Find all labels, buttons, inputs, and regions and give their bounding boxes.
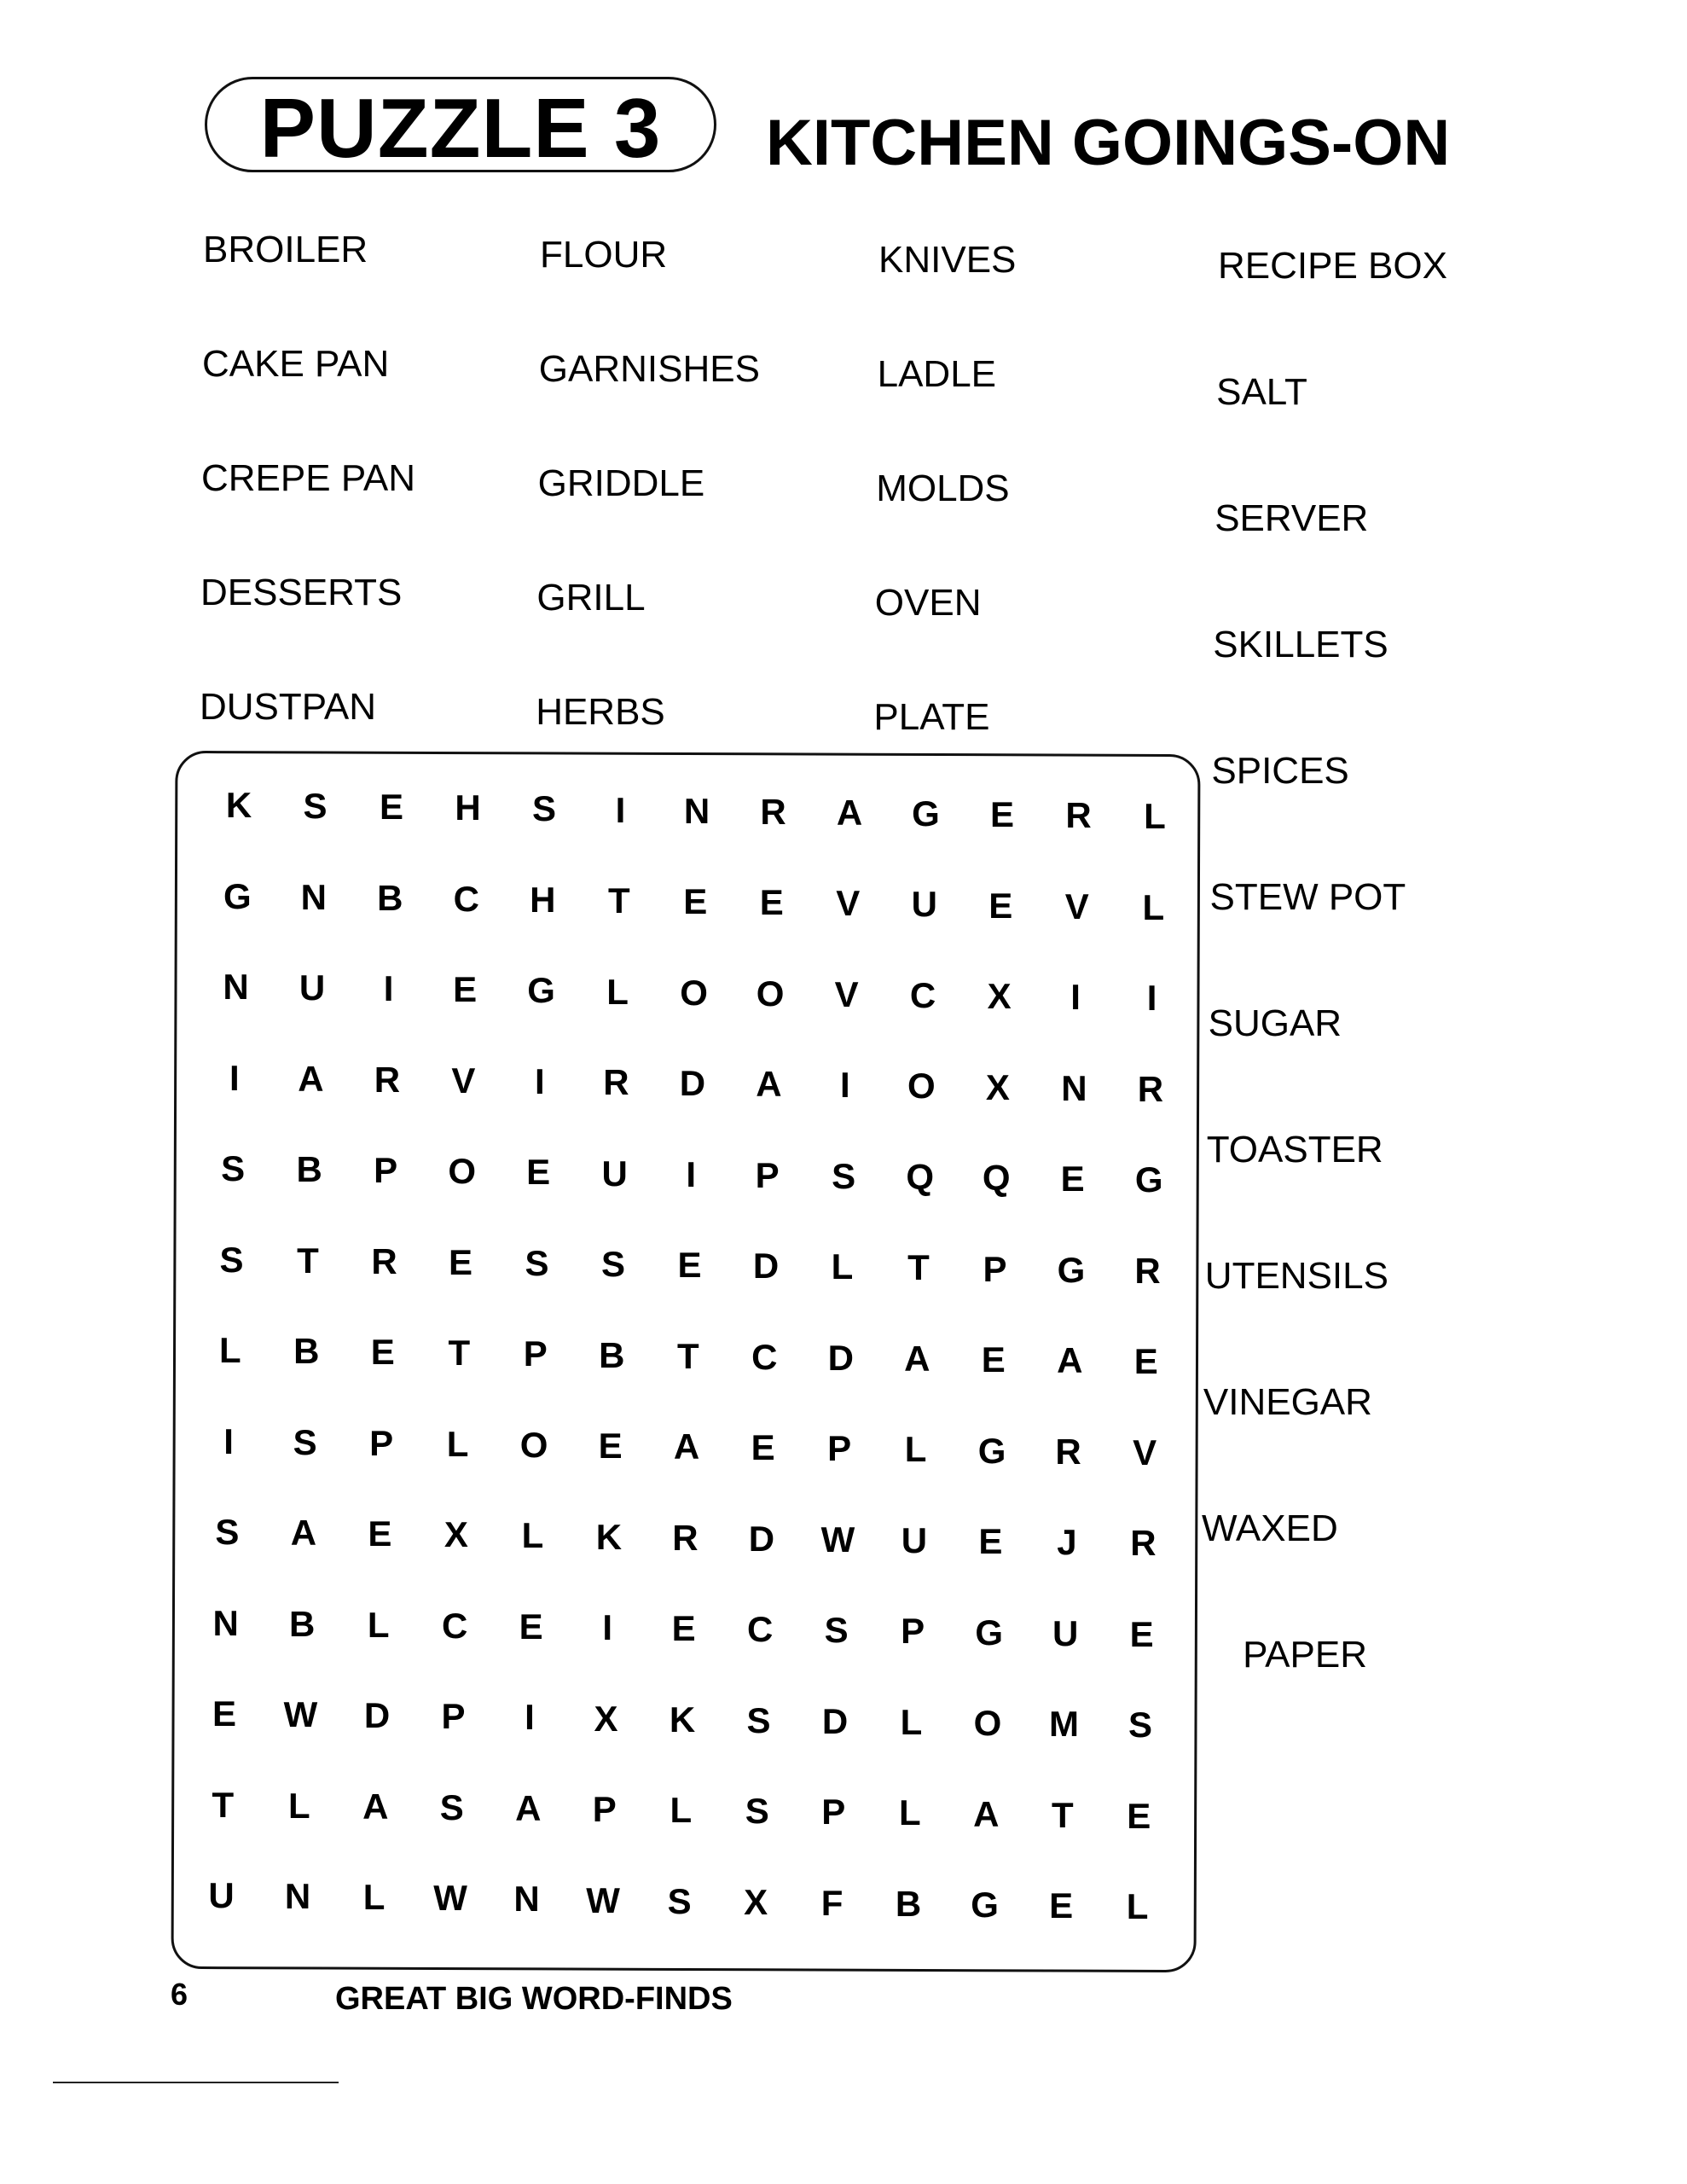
grid-letter: N (300, 876, 327, 917)
grid-letter: G (223, 875, 252, 916)
grid-letter: C (453, 878, 479, 919)
grid-letter: I (1070, 977, 1081, 1018)
grid-letter: P (827, 1428, 852, 1469)
grid-letter: E (1060, 1159, 1085, 1199)
grid-letter: E (370, 1332, 395, 1373)
grid-letter: X (594, 1698, 618, 1739)
grid-letter: R (760, 791, 786, 832)
grid-letter: S (293, 1421, 317, 1462)
grid-letter: A (1057, 1340, 1083, 1381)
grid-letter: V (834, 973, 859, 1014)
word-list-item: SPICES (1211, 750, 1349, 792)
grid-letter: D (363, 1695, 391, 1736)
word-list-item: PLATE (873, 696, 990, 738)
grid-letter: K (669, 1699, 696, 1740)
page-number: 6 (171, 1977, 188, 2012)
word-list-item: GRILL (536, 577, 646, 619)
grid-letter: U (1052, 1612, 1079, 1653)
puzzle-label: PUZZLE 3 (259, 81, 662, 175)
grid-letter: G (1057, 1249, 1086, 1290)
grid-letter: T (1051, 1794, 1074, 1835)
word-list-item: KNIVES (878, 239, 1017, 281)
grid-letter: U (208, 1875, 235, 1915)
word-list-item: SERVER (1215, 497, 1369, 539)
grid-letter: W (433, 1878, 467, 1919)
grid-letter: E (671, 1608, 696, 1649)
grid-letter: N (212, 1602, 239, 1643)
grid-letter: A (362, 1786, 389, 1827)
grid-letter: P (755, 1154, 780, 1195)
grid-letter: P (523, 1333, 548, 1374)
grid-letter: S (439, 1786, 464, 1827)
grid-letter: O (680, 972, 708, 1013)
grid-letter: S (221, 1148, 246, 1188)
grid-letter: E (519, 1606, 543, 1647)
word-list-item: PAPER (1243, 1634, 1367, 1676)
word-list-item: WAXED (1202, 1507, 1338, 1549)
grid-letter: I (535, 1060, 545, 1101)
grid-row (213, 1507, 1168, 1564)
grid-letter: E (1127, 1795, 1151, 1836)
grid-letter: I (1146, 978, 1157, 1019)
grid-letter: A (673, 1426, 700, 1467)
grid-letter: I (615, 789, 626, 830)
grid-letter: N (683, 790, 710, 831)
grid-letter: C (442, 1605, 468, 1646)
grid-letter: I (525, 1697, 535, 1738)
word-list-item: STEW POT (1209, 876, 1406, 918)
grid-letter: R (374, 1059, 401, 1100)
grid-letter: S (667, 1880, 692, 1921)
grid-letter: E (978, 1521, 1003, 1561)
grid-letter: S (219, 1239, 244, 1280)
grid-letter: A (756, 1064, 782, 1105)
grid-letter: H (530, 879, 556, 920)
grid-letter: L (900, 1701, 923, 1742)
grid-letter: X (443, 1514, 468, 1555)
grid-letter: I (686, 1153, 697, 1194)
grid-letter: E (981, 1339, 1006, 1380)
grid-letter: E (1129, 1613, 1154, 1654)
grid-letter: G (912, 793, 940, 834)
grid-letter: F (820, 1882, 844, 1923)
grid-letter: A (298, 1058, 324, 1099)
grid-letter: L (831, 1246, 854, 1287)
grid-letter: N (513, 1879, 540, 1920)
grid-letter: R (603, 1062, 629, 1102)
grid-letter: P (369, 1422, 394, 1463)
grid-letter: R (1055, 1431, 1081, 1472)
grid-row (213, 1325, 1168, 1382)
grid-letter: E (751, 1427, 775, 1468)
grid-letter: E (368, 1513, 392, 1554)
word-list-item: DUSTPAN (200, 686, 376, 728)
grid-row (208, 1870, 1168, 1927)
word-list-item: RECIPE BOX (1218, 245, 1447, 287)
grid-letter: L (218, 1330, 241, 1370)
grid-letter: L (362, 1877, 386, 1918)
grid-letter: V (451, 1060, 476, 1101)
grid-letter: S (1128, 1705, 1152, 1745)
word-list-item: MOLDS (876, 468, 1010, 509)
grid-letter: P (983, 1248, 1007, 1289)
grid-letter: Q (906, 1156, 935, 1197)
grid-letter: V (1064, 886, 1089, 926)
grid-letter: U (601, 1153, 628, 1194)
grid-letter: S (600, 1244, 625, 1284)
grid-letter: J (1057, 1522, 1077, 1563)
grid-letter: P (374, 1150, 398, 1191)
grid-letter: V (1133, 1432, 1157, 1472)
grid-letter: A (904, 1338, 930, 1379)
grid-letter: U (901, 1519, 928, 1560)
grid-letter: D (752, 1246, 780, 1287)
grid-row (213, 780, 1168, 837)
grid-letter: E (989, 794, 1014, 834)
puzzle-number-badge (205, 77, 716, 175)
grid-letter: L (287, 1785, 310, 1826)
grid-row (213, 1416, 1168, 1472)
grid-letter: C (747, 1609, 774, 1650)
grid-letter: R (1134, 1250, 1161, 1291)
grid-letter: L (606, 971, 629, 1012)
grid-letter: C (751, 1336, 778, 1377)
grid-letter: O (448, 1151, 477, 1192)
grid-letter: L (1126, 1886, 1149, 1927)
word-list-item: TOASTER (1206, 1129, 1383, 1170)
grid-letter: R (1130, 1523, 1157, 1564)
grid-letter: L (904, 1429, 927, 1470)
grid-letter: I (840, 1065, 850, 1106)
grid-letter: L (898, 1792, 921, 1833)
grid-letter: D (679, 1063, 706, 1104)
grid-letter: R (371, 1240, 397, 1281)
grid-letter: X (744, 1881, 768, 1922)
grid-letter: T (607, 880, 630, 921)
grid-letter: K (225, 785, 252, 825)
grid-letter: O (756, 973, 785, 1014)
grid-letter: G (971, 1885, 999, 1925)
grid-row (213, 1234, 1168, 1291)
grid-letter: L (446, 1423, 469, 1464)
grid-letter: H (455, 787, 481, 828)
grid-letter: I (223, 1420, 234, 1461)
word-list-item: CREPE PAN (201, 457, 416, 499)
grid-row (212, 1780, 1168, 1836)
grid-letter: I (229, 1057, 240, 1098)
grid-letter: E (683, 881, 708, 922)
grid-letter: A (290, 1513, 317, 1554)
grid-letter: O (973, 1703, 1002, 1743)
grid-letter: X (987, 976, 1012, 1016)
grid-letter: E (453, 969, 478, 1010)
grid-letter: E (1049, 1885, 1074, 1926)
grid-letter: O (519, 1424, 548, 1465)
grid-letter: S (824, 1610, 849, 1651)
grid-letter: G (975, 1612, 1004, 1653)
grid-letter: G (527, 970, 555, 1011)
grid-letter: L (670, 1790, 693, 1831)
grid-row (212, 1688, 1168, 1745)
grid-letter: S (531, 788, 556, 829)
grid-letter: T (907, 1247, 930, 1288)
grid-letter: T (676, 1335, 699, 1376)
word-list-item: LADLE (877, 353, 997, 395)
word-list-item: DESSERTS (200, 572, 403, 613)
grid-letter: T (297, 1240, 319, 1281)
book-title: GREAT BIG WORD-FINDS (335, 1981, 733, 2017)
grid-letter: E (526, 1152, 551, 1193)
grid-letter: S (215, 1512, 240, 1552)
grid-letter: D (821, 1700, 849, 1741)
grid-letter: E (759, 882, 784, 923)
word-list-item: SUGAR (1208, 1002, 1342, 1044)
word-list-item: FLOUR (540, 234, 668, 276)
grid-letter: R (672, 1517, 699, 1558)
grid-letter: E (212, 1693, 236, 1734)
grid-letter: Q (982, 1158, 1011, 1198)
grid-letter: B (296, 1149, 322, 1190)
grid-letter: L (1142, 886, 1165, 927)
grid-row (213, 871, 1168, 927)
grid-letter: N (284, 1876, 311, 1917)
grid-letter: L (367, 1604, 390, 1645)
word-list-item: SALT (1216, 371, 1307, 413)
grid-letter: P (441, 1696, 466, 1737)
grid-letter: L (521, 1515, 544, 1556)
grid-letter: E (379, 787, 403, 828)
grid-letter: I (383, 968, 394, 1009)
grid-letter: G (1134, 1159, 1163, 1200)
grid-letter: W (820, 1519, 855, 1560)
grid-letter: B (599, 1334, 625, 1375)
grid-letter: T (212, 1784, 235, 1825)
word-list-item: SKILLETS (1213, 624, 1388, 665)
word-list-item: HERBS (536, 691, 665, 733)
grid-letter: D (748, 1518, 775, 1559)
grid-letter: E (448, 1241, 472, 1282)
word-list-item: VINEGAR (1203, 1381, 1372, 1423)
grid-letter: W (283, 1694, 318, 1735)
word-list-item: OVEN (874, 582, 982, 624)
grid-letter: R (1065, 795, 1092, 836)
grid-row (213, 1053, 1168, 1109)
grid-letter: D (827, 1337, 854, 1378)
grid-letter: S (303, 786, 328, 827)
grid-letter: B (377, 877, 403, 918)
grid-letter: N (223, 967, 249, 1007)
grid-letter: S (832, 1155, 856, 1196)
grid-letter: P (592, 1789, 617, 1829)
grid-row (212, 1598, 1168, 1654)
grid-letter: K (595, 1516, 623, 1557)
word-list-item: GARNISHES (538, 348, 760, 390)
word-list-item: CAKE PAN (202, 343, 390, 385)
grid-letter: E (1133, 1341, 1158, 1382)
grid-letter: B (293, 1331, 320, 1372)
grid-letter: T (448, 1333, 471, 1374)
grid-letter: L (1144, 796, 1166, 837)
grid-letter: U (911, 884, 937, 925)
grid-letter: B (895, 1883, 922, 1924)
grid-letter: P (901, 1611, 925, 1652)
grid-letter: E (598, 1426, 623, 1466)
grid-letter: U (299, 967, 326, 1008)
grid-letter: N (1061, 1067, 1087, 1108)
grid-letter: G (977, 1430, 1006, 1471)
grid-letter: A (973, 1793, 1000, 1834)
footer-rule (53, 2082, 339, 2083)
grid-letter: A (515, 1787, 542, 1828)
grid-letter: W (586, 1879, 620, 1920)
grid-row (213, 961, 1168, 1019)
grid-letter: V (836, 883, 861, 924)
word-list-item: BROILER (203, 229, 368, 270)
grid-letter: S (746, 1699, 771, 1740)
grid-letter: S (525, 1242, 549, 1283)
word-list-item: GRIDDLE (537, 462, 705, 504)
grid-letter: B (289, 1603, 316, 1644)
grid-letter: R (1137, 1068, 1164, 1109)
grid-letter: E (988, 885, 1013, 926)
grid-letter: C (909, 974, 936, 1015)
grid-letter: M (1049, 1704, 1079, 1745)
grid-row (213, 1143, 1168, 1200)
grid-letter: S (745, 1791, 769, 1832)
puzzle-title: KITCHEN GOINGS-ON (766, 107, 1451, 179)
grid-letter: E (677, 1245, 702, 1286)
grid-letter: O (907, 1066, 936, 1107)
grid-letter: X (985, 1066, 1010, 1107)
grid-letter: A (836, 792, 863, 833)
grid-letter: P (821, 1792, 846, 1833)
word-list-item: UTENSILS (1204, 1255, 1388, 1297)
grid-letter: I (602, 1607, 613, 1647)
